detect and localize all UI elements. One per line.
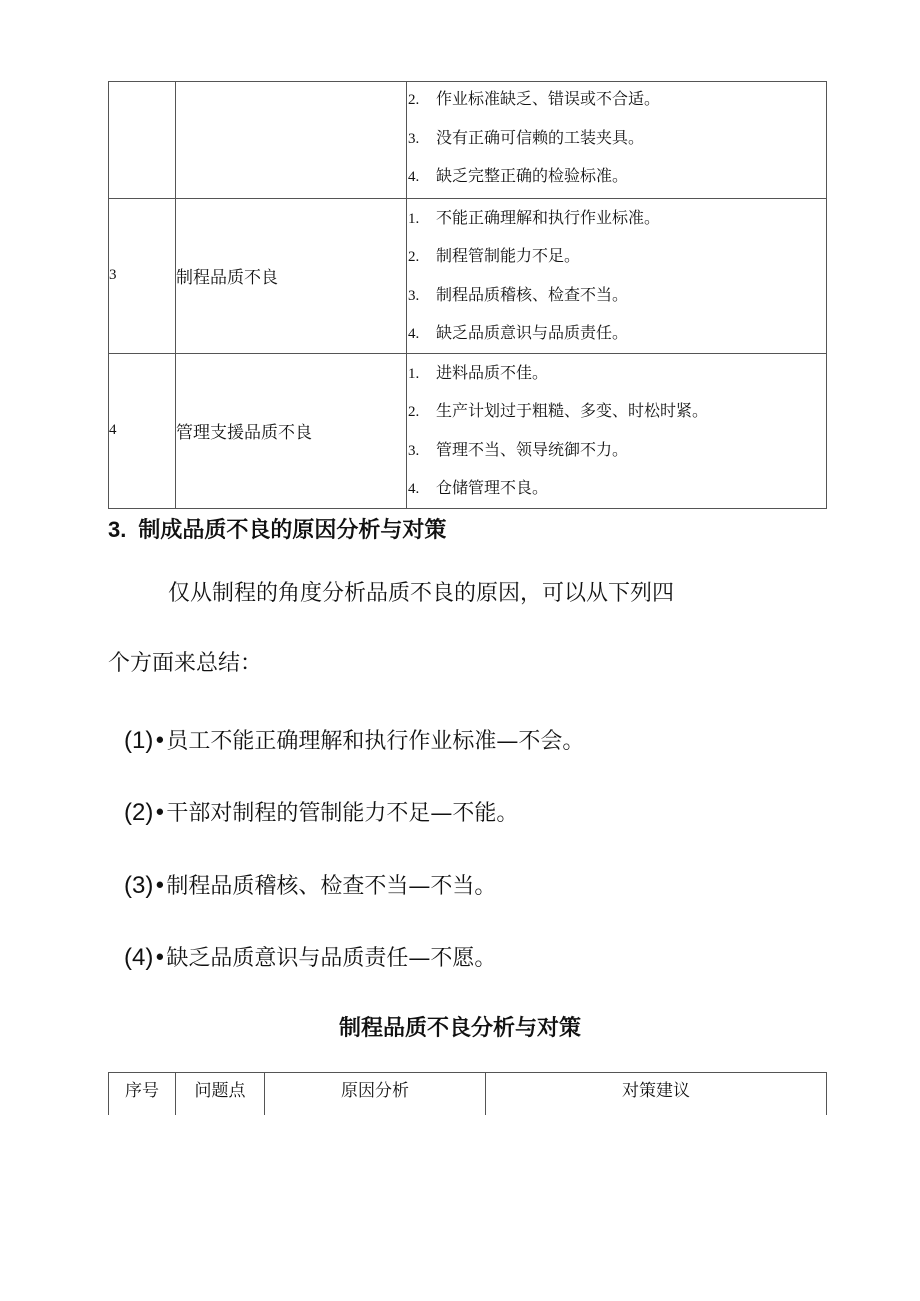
cause-text: 不能正确理解和执行作业标准。: [436, 207, 661, 227]
row-number: 3: [109, 198, 176, 353]
quality-causes-table: [108, 81, 827, 509]
row-problem: [176, 82, 407, 199]
cause-line: [407, 276, 826, 315]
cause-number: 1.: [408, 210, 420, 227]
row-causes: [407, 82, 827, 199]
paragraph-line-2: 个方面来总结：: [108, 651, 263, 676]
row-causes: [407, 198, 827, 353]
paragraph-line-1: 仅从制程的角度分析品质不良的原因，可以从下列四: [168, 581, 675, 606]
table-row: [109, 82, 827, 199]
section-heading: [108, 513, 446, 544]
cause-line: [407, 431, 826, 470]
cause-text: 缺乏品质意识与品质责任。: [436, 323, 629, 342]
table-row: [109, 353, 827, 508]
row-causes: [407, 353, 827, 508]
row-number: 4: [109, 353, 176, 508]
list-item-text: •制程品质稽核、检查不当—不当。: [153, 874, 497, 899]
table-header-row: [109, 1073, 827, 1116]
cause-text: 进料品质不佳。: [436, 362, 549, 382]
row-problem: 管理支援品质不良: [176, 353, 407, 508]
cause-number: 1.: [408, 365, 420, 382]
list-item: [124, 869, 496, 900]
cause-line: [407, 237, 826, 276]
list-item-label: (1): [124, 727, 154, 754]
cause-line: [407, 82, 826, 121]
analysis-table: [108, 1072, 827, 1115]
cause-text: 缺乏完整正确的检验标准。: [436, 166, 629, 185]
list-item: [124, 796, 518, 827]
cause-text: 仓储管理不良。: [436, 478, 549, 497]
section-number: 3.: [108, 517, 127, 542]
row-number: [109, 82, 176, 199]
cause-number: 3.: [408, 287, 420, 304]
cause-number: 4.: [408, 169, 420, 185]
list-item: [124, 724, 584, 755]
header-problem: 问题点: [176, 1073, 265, 1116]
cause-text: 管理不当、领导统御不力。: [436, 439, 629, 459]
cause-line: [407, 121, 826, 160]
cause-number: 2.: [408, 249, 420, 265]
section-title: 制成品质不良的原因分析与对策: [138, 518, 447, 543]
cause-line: [407, 199, 826, 238]
cause-line: [407, 469, 826, 508]
cause-text: 作业标准缺乏、错误或不合适。: [436, 89, 661, 108]
list-item-text: •干部对制程的管制能力不足—不能。: [153, 801, 519, 826]
cause-number: 4.: [408, 481, 420, 497]
cause-line: [407, 354, 826, 393]
header-countermeasure: 对策建议: [486, 1073, 827, 1116]
list-item-text: •缺乏品质意识与品质责任—不愿。: [153, 946, 497, 971]
list-item-label: (4): [124, 944, 154, 971]
header-cause: 原因分析: [265, 1073, 486, 1116]
cause-number: 2.: [408, 92, 420, 108]
cause-text: 制程品质稽核、检查不当。: [436, 284, 629, 304]
list-item-label: (3): [124, 872, 154, 899]
cause-line: [407, 392, 826, 431]
header-number: 序号: [109, 1073, 176, 1116]
list-item-label: (2): [124, 799, 154, 826]
cause-text: 没有正确可信赖的工装夹具。: [436, 127, 645, 147]
list-item: [124, 941, 496, 972]
cause-text: 生产计划过于粗糙、多变、时松时紧。: [436, 401, 709, 420]
cause-line: [407, 159, 826, 198]
cause-number: 3.: [408, 442, 420, 459]
cause-number: 4.: [408, 326, 420, 342]
table-title: 制程品质不良分析与对策: [338, 1016, 581, 1041]
table-row: [109, 198, 827, 353]
list-item-text: •员工不能正确理解和执行作业标准—不会。: [153, 729, 585, 754]
cause-line: [407, 314, 826, 353]
cause-text: 制程管制能力不足。: [436, 246, 581, 265]
cause-number: 3.: [408, 130, 420, 147]
row-problem: 制程品质不良: [176, 198, 407, 353]
cause-number: 2.: [408, 404, 420, 420]
